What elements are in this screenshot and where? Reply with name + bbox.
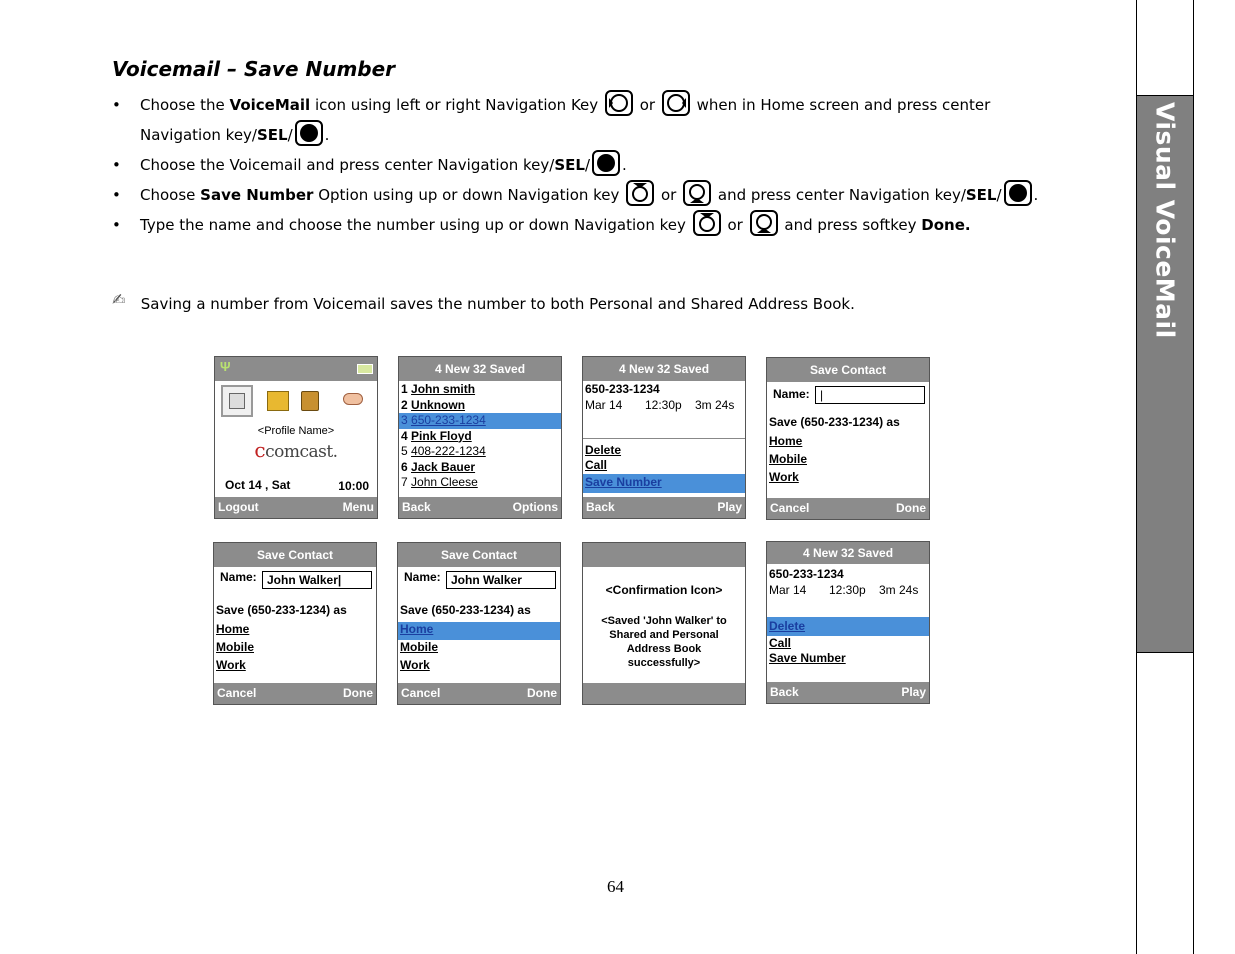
softkey-left[interactable]: Back [770, 685, 799, 699]
phone-screen-voicemail-list [398, 356, 562, 519]
voicemail-app-icon[interactable] [221, 385, 253, 417]
message-info [767, 583, 929, 617]
screen-header: 4 New 32 Saved [399, 357, 561, 381]
list-item[interactable] [399, 398, 561, 414]
softkey-left[interactable]: Cancel [770, 501, 810, 515]
option-call[interactable]: Call [585, 458, 608, 472]
note-text: Saving a number from Voicemail saves the number to both Personal and Shared Address Book. [140, 295, 855, 313]
app-icons [215, 381, 377, 426]
bullet-3 [112, 180, 1072, 210]
list-item[interactable] [399, 382, 561, 398]
list-item[interactable] [399, 429, 561, 445]
text: Option using up or down Navigation key [313, 186, 620, 204]
softkey-right[interactable]: Menu [342, 500, 374, 514]
page-number: 64 [607, 877, 624, 896]
option-mobile[interactable]: Mobile [400, 639, 438, 654]
caller-number: 650-233-1234 [585, 382, 660, 396]
bullet-4 [112, 210, 1072, 240]
phone-screen-save-contact [766, 357, 930, 520]
item-number: 3 [401, 413, 408, 427]
option-delete-selected[interactable]: Delete [767, 617, 929, 636]
name-row [398, 567, 560, 593]
notes-icon[interactable] [301, 391, 319, 411]
option-mobile[interactable]: Mobile [216, 639, 254, 654]
screen-header [583, 543, 745, 567]
nav-center-key-icon [1004, 180, 1032, 206]
screen-header: Save Contact [767, 358, 929, 382]
item-label: Jack Bauer [411, 459, 476, 474]
page-title: Voicemail – Save Number [112, 57, 396, 81]
text: . [324, 126, 330, 144]
confirmation-icon-label: <Confirmation Icon> [605, 583, 723, 597]
text: . [622, 156, 627, 174]
softkey-right[interactable]: Play [717, 500, 742, 514]
name-input[interactable]: John Walker| [262, 571, 372, 589]
message-info [583, 398, 745, 439]
option-home[interactable]: Home [216, 621, 250, 636]
softkey-bar [215, 497, 377, 518]
bullet-1 [112, 90, 1072, 150]
phone-screen-save-contact-typed [213, 542, 377, 705]
softkey-right[interactable]: Done [527, 686, 557, 700]
message-duration: 3m 24s [695, 397, 735, 412]
phone-screen-voicemail-options [582, 356, 746, 519]
softkey-left[interactable]: Logout [218, 500, 259, 514]
nav-up-key-icon [693, 210, 721, 236]
softkey-left[interactable]: Cancel [401, 686, 441, 700]
battery-icon [357, 364, 373, 374]
text: or [727, 216, 743, 234]
caller-number: 650-233-1234 [769, 567, 844, 581]
name-input[interactable]: | [815, 386, 925, 404]
text: and press softkey [784, 216, 922, 234]
item-number: 1 [401, 382, 408, 396]
item-number: 5 [401, 444, 408, 458]
message-time: 12:30p [829, 582, 866, 597]
text: or [639, 96, 656, 114]
profile-name: <Profile Name> [257, 425, 335, 437]
text: . [1033, 186, 1039, 204]
item-label: John smith [411, 382, 476, 396]
bold-text: Save Number [200, 186, 314, 204]
message-time: 12:30p [645, 397, 682, 412]
nav-right-key-icon [662, 90, 690, 116]
bold-text: SEL [965, 186, 997, 204]
list-item-selected[interactable] [399, 413, 561, 429]
bold-text: Done. [921, 216, 971, 234]
softkey-left[interactable]: Back [402, 500, 431, 514]
softkey-right[interactable]: Done [343, 686, 373, 700]
softkey-bar [767, 498, 929, 519]
screen-header: Save Contact [398, 543, 560, 567]
text: or [660, 186, 677, 204]
phone-screen-save-contact-home-selected [397, 542, 561, 705]
softkey-left[interactable]: Cancel [217, 686, 257, 700]
softkey-left[interactable]: Back [586, 500, 615, 514]
name-row [214, 567, 376, 593]
text: Choose [140, 186, 201, 204]
nav-center-key-icon [295, 120, 323, 146]
item-label: 408-222-1234 [411, 444, 486, 458]
comcast-logo: ccomcast. [254, 438, 338, 462]
softkey-bar [583, 497, 745, 518]
nav-left-key-icon [605, 90, 633, 116]
softkey-bar [767, 682, 929, 703]
message-line: <Saved 'John Walker' to [601, 615, 727, 627]
bold-text: VoiceMail [229, 96, 311, 114]
text: / [996, 186, 1002, 204]
softkey-bar [399, 497, 561, 518]
side-tab-label: Visual VoiceMail [1150, 102, 1180, 339]
save-as-label: Save (650-233-1234) as [769, 415, 900, 429]
softkey-bar [214, 683, 376, 704]
bold-text: SEL [554, 156, 585, 174]
softkey-right[interactable]: Play [901, 685, 926, 699]
bold-text: SEL [256, 126, 288, 144]
signal-icon: Ψ [220, 359, 231, 374]
list-item[interactable] [399, 460, 561, 476]
save-as-label: Save (650-233-1234) as [400, 603, 531, 617]
confirmation-message [583, 614, 745, 670]
phone-screen-confirmation [582, 542, 746, 705]
text: / [584, 156, 591, 174]
name-input[interactable]: John Walker [446, 571, 556, 589]
text: icon using left or right Navigation Key [310, 96, 599, 114]
note [112, 290, 855, 313]
voicemail-list [399, 381, 561, 491]
text: / [287, 126, 293, 144]
text: Choose the [140, 96, 230, 114]
softkey-right[interactable]: Options [512, 500, 558, 514]
option-list [583, 443, 745, 493]
item-label: Pink Floyd [411, 428, 472, 443]
item-number: 2 [401, 397, 408, 412]
message-date: Mar 14 [585, 397, 623, 412]
nav-center-key-icon [592, 150, 620, 176]
option-call[interactable]: Call [769, 635, 792, 650]
nav-up-key-icon [626, 180, 654, 206]
message-date: Mar 14 [769, 582, 807, 597]
status-bar [215, 357, 377, 381]
text: and press center Navigation key/ [717, 186, 966, 204]
option-save-number[interactable]: Save Number [769, 651, 846, 665]
nav-down-key-icon [683, 180, 711, 206]
nav-down-key-icon [750, 210, 778, 236]
item-label: 650-233-1234 [411, 413, 486, 427]
save-as-label: Save (650-233-1234) as [216, 603, 347, 617]
item-label: Unknown [411, 397, 466, 412]
option-home[interactable]: Home [769, 433, 803, 448]
message-line: Address Book [626, 643, 702, 655]
option-work[interactable]: Work [400, 657, 430, 672]
option-delete[interactable]: Delete [585, 442, 622, 457]
phonebook-icon[interactable] [267, 391, 289, 411]
name-row [767, 382, 929, 408]
time-label: 10:00 [338, 479, 369, 493]
text: when in Home screen and press center Navigation key/ [140, 96, 991, 144]
instruction-list [112, 90, 1072, 240]
item-label: John Cleese [411, 475, 478, 489]
option-work[interactable]: Work [769, 469, 799, 484]
phone-screen-home [214, 356, 378, 519]
item-number: 7 [401, 475, 408, 489]
text: Type the name and choose the number using up or down Navigation key [140, 216, 686, 234]
name-label: Name: [773, 387, 810, 401]
weather-icon[interactable] [343, 393, 363, 405]
name-label: Name: [220, 570, 257, 584]
name-label: Name: [404, 570, 441, 584]
text: Choose the Voicemail and press center Navigation key/ [140, 156, 555, 174]
pencil-note-icon: ✍ [112, 290, 126, 309]
softkey-bar [583, 683, 745, 704]
item-number: 4 [401, 428, 408, 443]
item-number: 6 [401, 459, 408, 474]
option-home-selected[interactable]: Home [398, 622, 560, 640]
screen-header: Save Contact [214, 543, 376, 567]
message-duration: 3m 24s [879, 582, 919, 597]
option-mobile[interactable]: Mobile [769, 451, 807, 466]
list-item[interactable] [399, 444, 561, 460]
date-label: Oct 14 , Sat [225, 478, 291, 492]
message-line: Shared and Personal [609, 629, 719, 641]
phone-screen-voicemail-options-after [766, 541, 930, 704]
softkey-bar [398, 683, 560, 704]
option-list [767, 617, 929, 667]
bullet-2 [112, 150, 1072, 180]
screen-header: 4 New 32 Saved [583, 357, 745, 381]
list-item[interactable] [399, 475, 561, 491]
softkey-right[interactable]: Done [896, 501, 926, 515]
screen-header: 4 New 32 Saved [767, 542, 929, 564]
option-save-number[interactable]: Save Number [583, 474, 745, 493]
option-work[interactable]: Work [216, 657, 246, 672]
message-line: successfully> [627, 657, 701, 669]
brand-text: comcast. [265, 442, 338, 462]
